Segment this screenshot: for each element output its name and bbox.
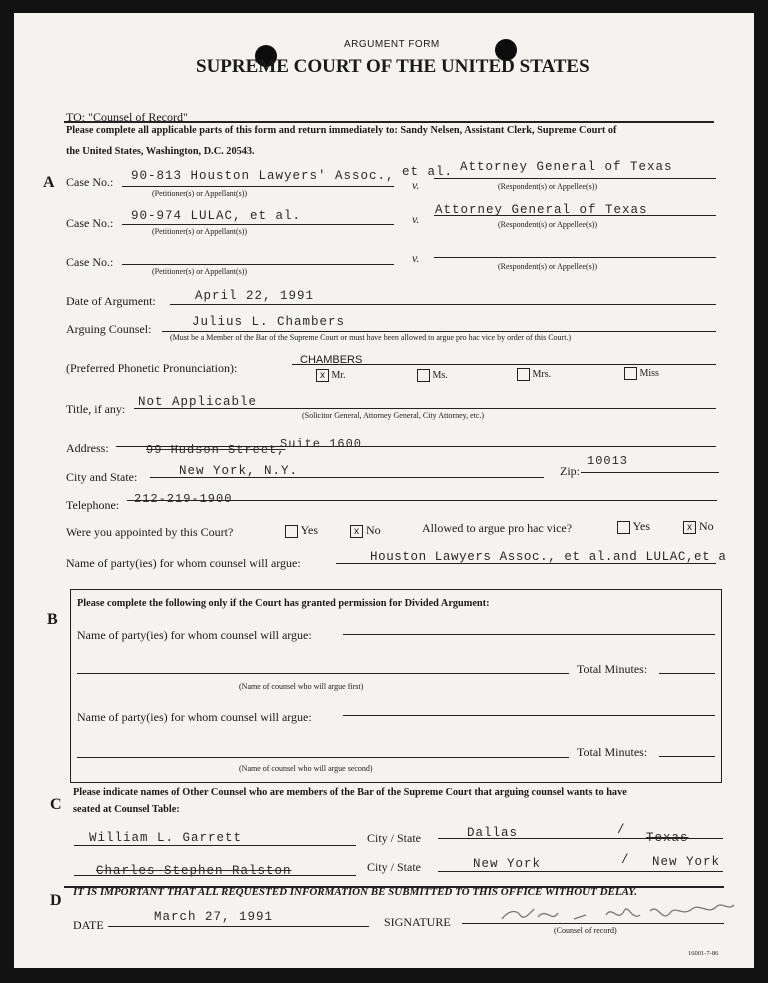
pro-hac-no-checkbox[interactable]: x [683,521,696,534]
second-counsel-caption: (Name of counsel who will argue second) [239,764,373,773]
address-struck: 99 Hudson Street, [146,443,286,457]
city-state-label: City and State: [66,470,138,484]
section-b-heading: Please complete the following only if the Court has granted permission for Divided Argument: [77,598,490,609]
title-if-any-label: Title, if any: [66,402,126,416]
phonetic-value: CHAMBERS [300,354,363,366]
signature-label: SIGNATURE [384,915,451,929]
case1-respondent: Attorney General of Texas [460,160,673,174]
divided-parties-label-1: Name of party(ies) for whom counsel will argue: [77,628,312,642]
mr-checkbox[interactable]: x [316,369,329,382]
address-label: Address: [66,441,109,455]
section-d-letter: D [50,892,62,909]
case1-v: v. [412,178,420,192]
total-minutes-label-2: Total Minutes: [577,745,648,759]
form-number: 16001-7-86 [688,950,719,957]
parties-value: Houston Lawyers Assoc., et al.and LULAC,et a [370,550,727,564]
title-caption: (Solicitor General, Attorney General, City Attorney, etc.) [302,411,485,420]
arguing-counsel-value: Julius L. Chambers [192,315,346,329]
telephone-value: 212-219-1900 [134,492,233,506]
counsel-bar-note: (Must be a Member of the Bar of the Supreme Court or must have been allowed to argue pro hac vice by order of this Court.) [170,333,572,342]
section-a-letter: A [43,174,55,191]
phonetic-label: (Preferred Phonetic Pronunciation): [66,361,238,375]
title-if-any-value: Not Applicable [138,395,258,409]
zip-value: 10013 [587,454,629,468]
case-no-label: Case No.: [66,175,114,189]
other-counsel-1-name: William L. Garrett [89,831,243,845]
address-suite: Suite 1600 [280,437,363,451]
arguing-counsel-label: Arguing Counsel: [66,322,152,336]
first-counsel-caption: (Name of counsel who will argue first) [239,682,364,691]
city-state-label-2: City / State [367,860,421,874]
case1-petitioner: 90-813 Houston Lawyers' Assoc., [131,169,395,183]
important-notice: IT IS IMPORTANT THAT ALL REQUESTED INFORMATION BE SUBMITTED TO THIS OFFICE WITHOUT DELAY. [73,886,637,898]
other-counsel-2-slash: / [621,853,630,867]
city-state-value: New York, N.Y. [179,464,299,478]
ms-checkbox[interactable] [417,369,430,382]
petitioner-caption-2: (Petitioner(s) or Appellant(s)) [152,227,248,236]
pro-hac-yes-option[interactable]: Yes [617,519,650,534]
case3-v: v. [412,251,420,265]
instructions-line-2: the United States, Washington, D.C. 20543. [66,146,255,157]
title-option-ms[interactable]: Ms. [417,369,448,382]
divided-argument-box [70,589,722,783]
appointed-question: Were you appointed by this Court? [66,525,234,539]
divided-parties-label-2: Name of party(ies) for whom counsel will argue: [77,710,312,724]
appointed-no-option[interactable]: x No [350,523,381,538]
to-line: TO: "Counsel of Record" [66,110,188,124]
section-c-letter: C [50,796,62,813]
case2-v: v. [412,212,420,226]
appointed-no-checkbox[interactable]: x [350,525,363,538]
total-minutes-label-1: Total Minutes: [577,662,648,676]
counsel-of-record-caption: (Counsel of record) [554,926,617,935]
pro-hac-vice-question: Allowed to argue pro hac vice? [422,521,573,535]
zip-label: Zip: [560,464,580,478]
argument-form-page [14,13,754,968]
case-no-label-3: Case No.: [66,255,114,269]
other-counsel-1-slash: / [617,823,626,837]
title-option-miss[interactable]: Miss [624,367,659,380]
appointed-yes-option[interactable]: Yes [285,523,318,538]
section-c-heading-1: Please indicate names of Other Counsel who are members of the Bar of the Supreme Court that arguing counsel wants to have [73,787,627,798]
other-counsel-1-city: Dallas [467,826,519,840]
other-counsel-1-state: Texas [646,831,689,845]
other-counsel-2-state: New York [652,855,721,869]
case1-et-al: et al. [402,165,454,179]
respondent-caption-3: (Respondent(s) or Appellee(s)) [498,262,598,271]
pro-hac-yes-checkbox[interactable] [617,521,630,534]
date-value: March 27, 1991 [154,910,274,924]
section-b-letter: B [47,611,58,628]
parties-label: Name of party(ies) for whom counsel will argue: [66,556,301,570]
respondent-caption-2: (Respondent(s) or Appellee(s)) [498,220,598,229]
appointed-yes-checkbox[interactable] [285,525,298,538]
date-of-argument-label: Date of Argument: [66,294,156,308]
mrs-checkbox[interactable] [517,368,530,381]
signature-scribble [494,893,744,933]
case2-respondent: Attorney General of Texas [435,203,648,217]
other-counsel-2-city: New York [473,857,542,871]
city-state-label-1: City / State [367,831,421,845]
case2-petitioner: 90-974 LULAC, et al. [131,209,302,223]
court-title: SUPREME COURT OF THE UNITED STATES [196,56,590,77]
petitioner-caption: (Petitioner(s) or Appellant(s)) [152,189,248,198]
miss-checkbox[interactable] [624,367,637,380]
argument-form-label: ARGUMENT FORM [344,39,440,50]
date-of-argument-value: April 22, 1991 [195,289,315,303]
pro-hac-no-option[interactable]: x No [683,519,714,534]
date-label: DATE [73,918,104,932]
petitioner-caption-3: (Petitioner(s) or Appellant(s)) [152,267,248,276]
instructions-line-1: Please complete all applicable parts of this form and return immediately to: Sandy Nelsen, Assistant Clerk, Supreme Court of [66,125,617,136]
section-c-heading-2: seated at Counsel Table: [73,804,180,815]
title-option-mrs[interactable]: Mrs. [517,368,551,381]
title-option-mr[interactable]: x Mr. [316,369,346,382]
respondent-caption: (Respondent(s) or Appellee(s)) [498,182,598,191]
telephone-label: Telephone: [66,498,120,512]
other-counsel-2-name: Charles Stephen Ralston [96,864,292,878]
case-no-label-2: Case No.: [66,216,114,230]
